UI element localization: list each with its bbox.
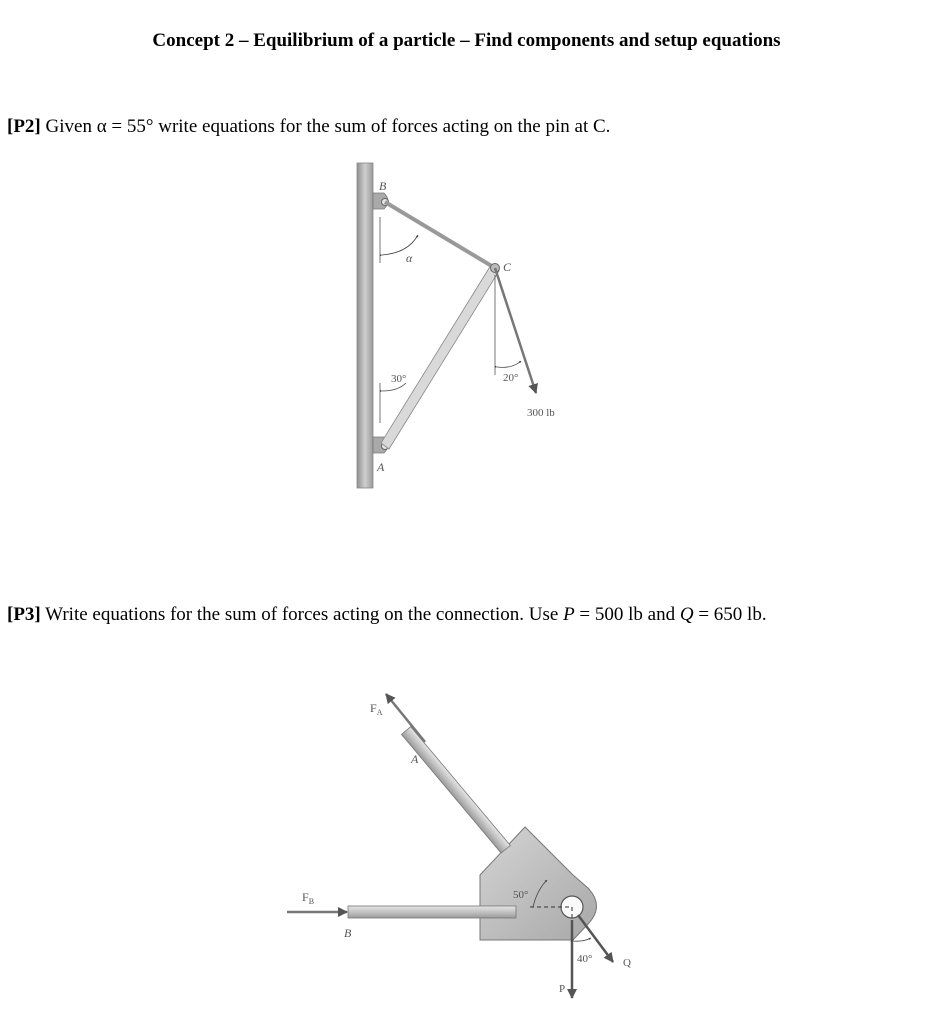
label-a: A xyxy=(411,752,419,766)
label-angle-20: 20° xyxy=(503,372,519,384)
label-c: C xyxy=(503,260,512,274)
figure-p3-connection xyxy=(275,680,665,1000)
label-alpha: α xyxy=(406,251,413,265)
figure-p2-truss xyxy=(340,155,600,495)
label-q: Q xyxy=(623,957,631,969)
label-angle-40: 40° xyxy=(577,953,593,965)
arc-alpha xyxy=(382,235,418,255)
label-load: 300 lb xyxy=(527,407,555,419)
arc-40 xyxy=(573,938,591,941)
problem-p2-tag: [P2] xyxy=(7,116,41,137)
problem-p3-text-c: = 650 lb. xyxy=(693,604,767,625)
wall xyxy=(357,163,373,488)
label-angle-50: 50° xyxy=(513,889,529,901)
label-p: P xyxy=(559,983,566,995)
label-b: B xyxy=(379,179,387,193)
symbol-p: P xyxy=(563,604,575,625)
label-a: A xyxy=(377,460,385,474)
rod-ac xyxy=(381,265,499,449)
problem-p3-text-b: = 500 lb and xyxy=(574,604,680,625)
label-angle-30: 30° xyxy=(391,373,407,385)
cable-bc xyxy=(385,202,495,268)
problem-p3-text-a: Write equations for the sum of forces acting on the connection. Use xyxy=(40,604,564,625)
problem-p2-statement xyxy=(7,116,610,138)
label-fa: $F_A$ xyxy=(370,701,383,717)
label-fb: $F_B$ xyxy=(302,890,315,906)
arc-20 xyxy=(497,361,521,367)
symbol-q: Q xyxy=(679,604,694,625)
member-b xyxy=(348,906,516,918)
problem-p3-tag: [P3] xyxy=(7,604,41,625)
member-a xyxy=(401,727,510,853)
problem-p3-statement xyxy=(7,604,767,626)
problem-p2-text: Given α = 55° write equations for the sum of forces acting on the pin at C. xyxy=(40,116,611,137)
page-title: Concept 2 – Equilibrium of a particle – Find components and setup equations xyxy=(152,30,781,51)
label-b: B xyxy=(344,926,352,940)
